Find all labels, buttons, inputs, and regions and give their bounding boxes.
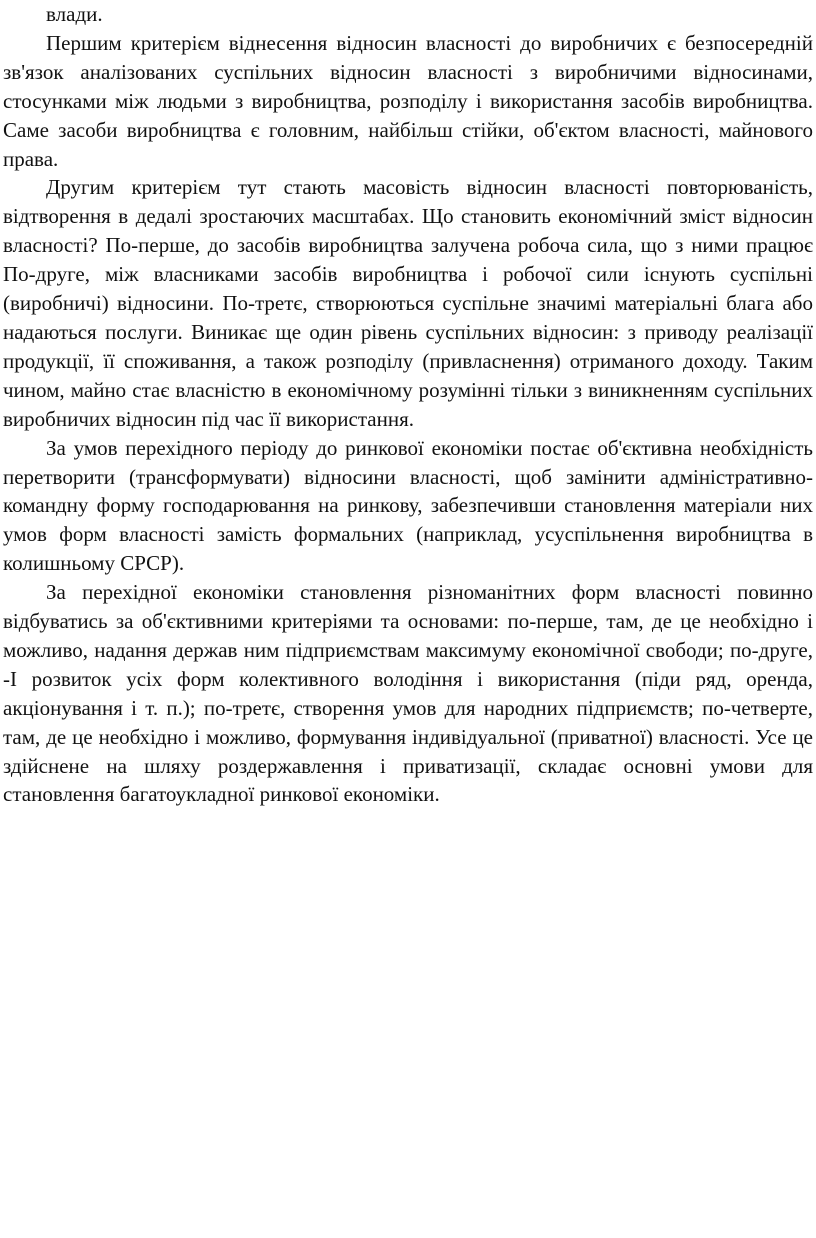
document-body xyxy=(3,0,813,809)
paragraph-transition-economy: За перехідної економіки становлення різноманітних форм власності повинно відбуватись за об'єктивними критеріями та основами: по-перше, там, де це необхідно і можливо, надання держав ним підприємствам максимуму економічної свободи; по-друге, -І розвиток усіх форм колективного володіння і використання (піди ряд, оренда, акціонування і т. п.); по-третє, створення умов для народних підприємств; по-четверте, там, де це необхідно і можливо, формування індивідуальної (приватної) власності. Усе це здійснене на шляху роздержавлення і приватизації, складає основні умови для становлення багатоукладної ринкової економіки. xyxy=(3,580,813,807)
paragraph-transition-period: За умов перехідного періоду до ринкової економіки постає об'єктивна необхідність перетворити (трансформувати) відносини власності, щоб замінити адміністративно-командну форму господарювання на ринкову, забезпечивши становлення матеріали них умов форм власності замість формальних (наприклад, усуспільнення виробництва в колишньому СРСР). xyxy=(3,435,813,576)
paragraph-first-criterion: Першим критерієм віднесення відносин власності до виробничих є безпосередній зв'язок аналізованих суспільних відносин власності з виробничими відносинами, стосунками між людьми з виробництва, розподілу і використання засобів виробництва. Саме засоби виробництва є головним, найбільш стійки, об'єктом власності, майнового права. xyxy=(3,30,813,171)
paragraph-second-criterion: Другим критерієм тут стають масовість відносин власності повторюваність, відтворення в дедалі зростаючих масштабах. Що становить економічний зміст відносин власності? По-перше, до засобів виробництва залучена робоча сила, що з ними працює По-друге, між власниками засобів виробництва і робочої сили існують суспільні (виробничі) відносини. По-третє, створюються суспільне значимі матеріальні блага або надаються послуги. Виникає ще один рівень суспільних відносин: з приводу реалізації продукції, її споживання, а також розподілу (привласнення) отриманого доходу. Таким чином, майно стає власністю в економічному розумінні тільки з виникненням суспільних виробничих відносин під час її використання. xyxy=(3,175,813,431)
paragraph-continuation: влади. xyxy=(46,2,103,26)
